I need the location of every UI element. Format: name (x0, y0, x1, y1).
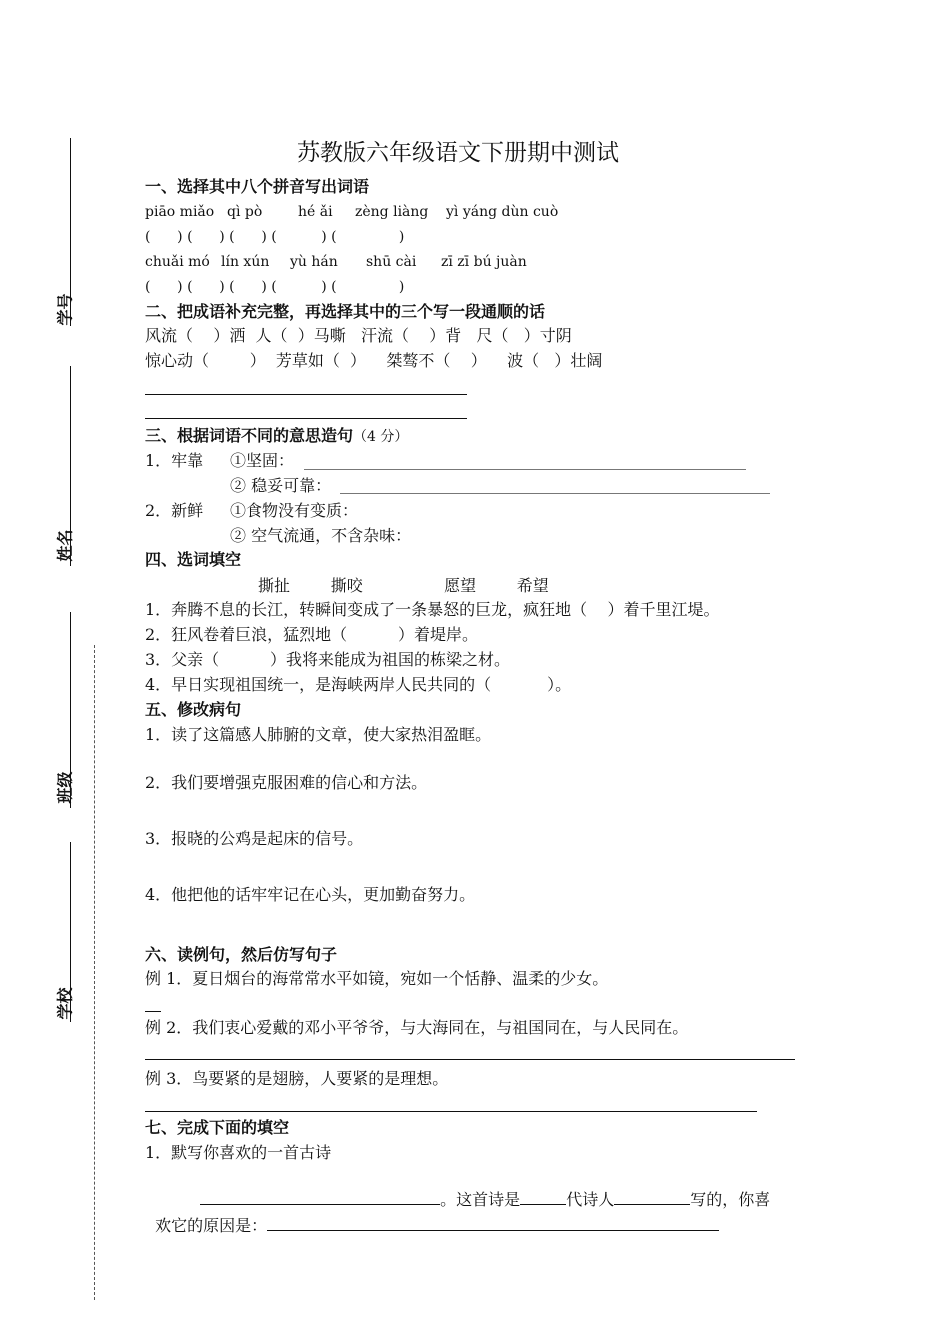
cut-line (94, 645, 95, 1300)
poem-text-1: 。这首诗是 (440, 1190, 521, 1209)
answer-line (145, 394, 467, 395)
meaning-1b: ② 稳妥可靠： (230, 476, 332, 495)
answer-line (340, 493, 770, 494)
sentence-2: 2．我们要增强克服困难的信心和方法。 (145, 773, 428, 792)
word-choices: 撕扯 撕咬 愿望 希望 (258, 576, 549, 595)
pinyin-8: yù hán (290, 254, 338, 270)
pinyin-10: zī zī bú juàn (441, 254, 527, 270)
pinyin-4: zèng liàng (355, 204, 429, 220)
idiom-line-1: 风流（ ）洒 人（ ）马嘶 汗流（ ）背 尺（ ）寸阴 (145, 326, 572, 345)
answer-line (145, 1059, 795, 1060)
example-2: 例 2．我们衷心爱戴的邓小平爷爷，与大海同在，与祖国同在，与人民同在。 (145, 1018, 689, 1037)
answer-line (145, 418, 467, 419)
reason-line (145, 1194, 719, 1236)
pinyin-6: chuǎi mó (145, 254, 210, 270)
sentence-1: 1．读了这篇感人肺腑的文章，使大家热泪盈眶。 (145, 725, 492, 744)
fill-question-3: 3．父亲（ ）我将来能成为祖国的栋梁之材。 (145, 650, 511, 669)
fill-question-2: 2．狂风卷着巨浪，猛烈地（ ）着堤岸。 (145, 625, 479, 644)
section-2-heading: 二、把成语补充完整，再选择其中的三个写一段通顺的话 (145, 302, 546, 321)
blank-reason (267, 1214, 719, 1231)
poem-text-2: 代诗人 (566, 1190, 615, 1209)
meaning-2b: ② 空气流通，不含杂味： (230, 526, 412, 545)
side-label-banji: 班级 (55, 771, 75, 804)
pinyin-5: yì yáng dùn cuò (446, 204, 559, 220)
page-title: 苏教版六年级语文下册期中测试 (297, 140, 619, 166)
section-1-heading: 一、选择其中八个拼音写出词语 (145, 177, 370, 196)
pinyin-3: hé ǎi (298, 204, 333, 220)
word-1: 1．牢靠 (145, 451, 204, 470)
meaning-1a: ①坚固： (230, 451, 295, 470)
meaning-2a: ①食物没有变质： (230, 501, 359, 520)
side-label-xuehao: 学号 (55, 293, 75, 326)
answer-brackets-row-2: ( ) ( ) ( ) ( ) ( ) (145, 279, 405, 295)
fill-question-4: 4．早日实现祖国统一，是海峡两岸人民共同的（ ）。 (145, 675, 572, 694)
pinyin-1: piāo miǎo (145, 204, 215, 220)
answer-line-short (145, 1011, 161, 1012)
answer-brackets-row-1: ( ) ( ) ( ) ( ) ( ) (145, 229, 405, 245)
section-4-heading: 四、选词填空 (145, 550, 242, 569)
example-1: 例 1．夏日烟台的海常常水平如镜，宛如一个恬静、温柔的少女。 (145, 969, 609, 988)
sentence-4: 4．他把他的话牢牢记在心头，更加勤奋努力。 (145, 885, 476, 904)
section-6-heading: 六、读例句，然后仿写句子 (145, 945, 338, 964)
section-7-heading: 七、完成下面的填空 (145, 1118, 290, 1137)
answer-line (304, 469, 746, 470)
poem-question: 1．默写你喜欢的一首古诗 (145, 1143, 332, 1162)
side-label-xuexiao: 学校 (55, 987, 75, 1020)
word-2: 2．新鲜 (145, 501, 204, 520)
idiom-line-2: 惊心动（ ） 芳草如（ ） 桀骜不（ ） 波（ ）壮阔 (145, 351, 603, 370)
side-label-xingming: 姓名 (55, 529, 75, 562)
poem-text-3: 写的，你喜 (690, 1190, 771, 1209)
score-note: （4 分） (353, 429, 409, 445)
answer-line (145, 1111, 757, 1112)
example-3: 例 3．鸟要紧的是翅膀，人要紧的是理想。 (145, 1069, 449, 1088)
reason-label: 欢它的原因是： (155, 1216, 268, 1235)
section-3-title: 三、根据词语不同的意思造句 (145, 426, 354, 445)
fill-question-1: 1．奔腾不息的长江，转瞬间变成了一条暴怒的巨龙，疯狂地（ ）着千里江堤。 (145, 600, 720, 619)
sentence-3: 3．报晓的公鸡是起床的信号。 (145, 829, 364, 848)
section-3-heading (145, 426, 408, 447)
pinyin-9: shū cài (366, 254, 417, 270)
pinyin-2: qì pò (227, 204, 263, 220)
section-5-heading: 五、修改病句 (145, 700, 242, 719)
pinyin-7: lín xún (221, 254, 270, 270)
